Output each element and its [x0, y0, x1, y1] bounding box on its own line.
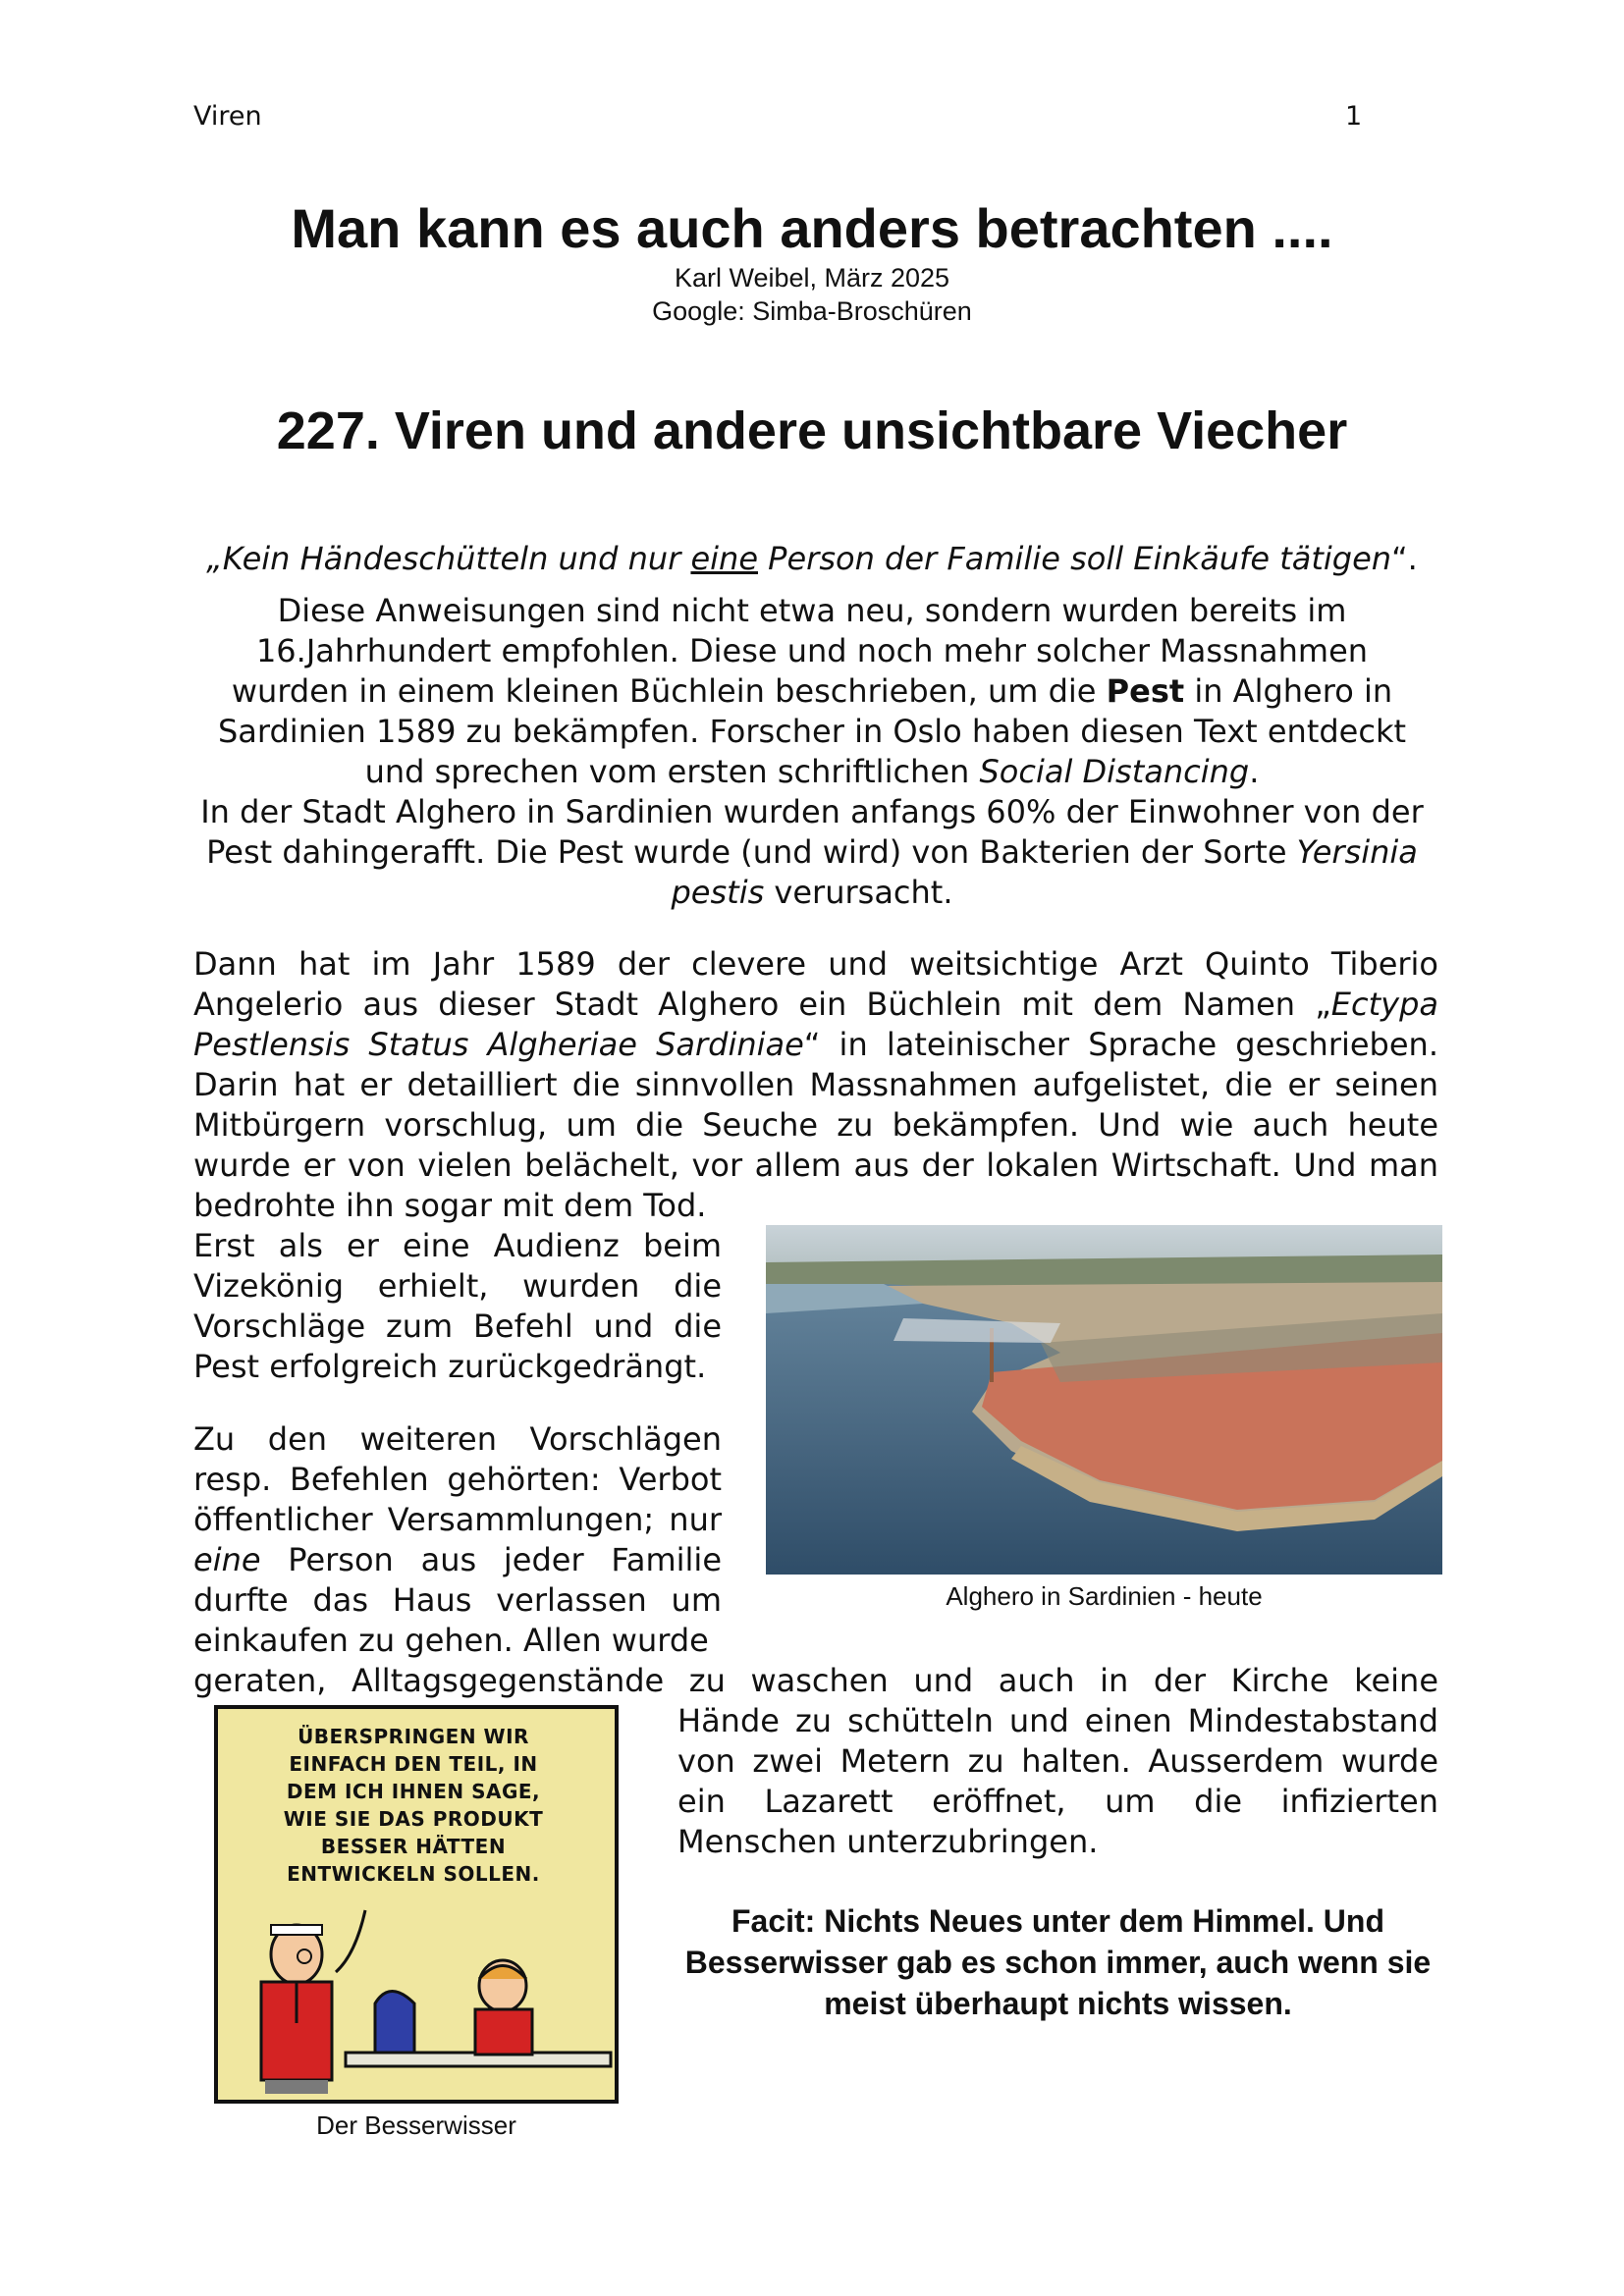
- opening-quote: [118, 540, 1506, 577]
- comic-line-4: WIE SIE DAS PRODUKT: [283, 1807, 544, 1831]
- intro-p1-italic: Social Distancing: [979, 753, 1250, 790]
- body-p3-last: bedrohte ihn sogar mit dem Tod.: [193, 1187, 707, 1224]
- intro-p2-text: In der Stadt Alghero in Sardinien wurden anfangs 60% der Einwohner von der Pest dahingerafft. Die Pest wurde (und wird) von Bakterien der Sorte: [200, 793, 1424, 871]
- body-p5-text: Zu den weiteren Vorschlägen resp. Befehlen gehörten: Verbot öffentlicher Versammlungen; nur: [193, 1420, 722, 1538]
- intro-p2-text2: verursacht.: [764, 874, 953, 911]
- facit-conclusion: Facit: Nichts Neues unter dem Himmel. Und Besserwisser gab es schon immer, auch wenn sie meist überhaupt nichts wissen.: [684, 1903, 1432, 2021]
- body-p4: Erst als er eine Audienz beim Vizekönig erhielt, wurden die Vorschläge zum Befehl und die Pest erfolgreich zurückgedrängt.: [193, 1227, 722, 1385]
- body-paragraph-2: [193, 1226, 722, 1387]
- body-p3-text2: “ in lateinischer Sprache geschrieben. Darin hat er detailliert die sinnvollen Massnahmen aufgelistet, die er seinen Mitbürgern vorschlug, um die Seuche zu bekämpfen. Und wie auch heute wurde er von vielen belächelt, vor allem aus der lokalen Wirtschaft. Und man: [193, 1026, 1439, 1184]
- intro-p1-end: .: [1249, 753, 1260, 790]
- source-line: Google: Simba-Broschüren: [652, 296, 972, 326]
- body-paragraph-1: [193, 944, 1438, 1226]
- body-paragraph-3-cont: [677, 1701, 1438, 1862]
- body-p3-italic: Ectypa Pestlensis Status Algheriae Sardiniae: [193, 986, 1438, 1063]
- body-p5-italic: eine: [193, 1541, 261, 1578]
- body-p5-cont: Hände zu schütteln und einen Mindestabstand von zwei Metern zu halten. Ausserdem wurde ein Lazarett eröffnet, um die infizierten Menschen unterzubringen.: [677, 1702, 1438, 1860]
- body-p3-text: Dann hat im Jahr 1589 der clevere und weitsichtige Arzt Quinto Tiberio Angelerio aus dieser Stadt Alghero ein Büchlein mit dem Namen „: [193, 945, 1438, 1023]
- intro-p1-bold: Pest: [1106, 672, 1185, 710]
- intro-p1-text: Diese Anweisungen sind nicht etwa neu, sondern wurden bereits im 16.Jahrhundert empfohlen. Diese und noch mehr solcher Massnahmen wurden in einem kleinen Büchlein beschrieben, um die: [231, 592, 1369, 710]
- comic-line-1: ÜBERSPRINGEN WIR: [298, 1725, 529, 1748]
- body-p5: [193, 1419, 722, 1661]
- chapter-title: 227. Viren und andere unsichtbare Viecher: [276, 401, 1348, 460]
- author-line: Karl Weibel, März 2025: [674, 263, 950, 293]
- intro-p1-text2: in Alghero in Sardinien 1589 zu bekämpfen. Forscher in Oslo haben diesen Text entdeckt und sprechen vom ersten schriftlichen: [217, 672, 1407, 790]
- quote-open: „: [206, 540, 223, 577]
- body-paragraph-3: [193, 1419, 722, 1661]
- quote-underlined: eine: [690, 540, 758, 577]
- intro-paragraph: [196, 591, 1428, 913]
- comic-caption: Der Besserwisser: [316, 2110, 516, 2140]
- intro-p2-italic: Yersinia pestis: [671, 833, 1418, 911]
- quote-part2: Person der Familie soll Einkäufe tätigen: [758, 540, 1392, 577]
- body-p5-text2: Person aus jeder Familie durfte das Haus verlassen um einkaufen zu gehen. Allen wurde: [193, 1541, 722, 1659]
- comic-line-2: EINFACH DEN TEIL, IN: [289, 1752, 538, 1776]
- document-title: Man kann es auch anders betrachten ....: [291, 197, 1333, 259]
- intro-p1: [196, 591, 1428, 792]
- body-p5-fullwidth-line: geraten, Alltagsgegenstände zu waschen und auch in der Kirche keine: [193, 1662, 1438, 1699]
- comic-line-5: BESSER HÄTTEN: [320, 1835, 507, 1858]
- quote-close: “.: [1391, 540, 1418, 577]
- comic-drawing: [218, 1709, 615, 2100]
- alghero-aerial-photo: [766, 1225, 1442, 1575]
- photo-caption: Alghero in Sardinien - heute: [946, 1581, 1263, 1611]
- quote-part1: Kein Händeschütteln und nur: [222, 540, 691, 577]
- comic-line-3: DEM ICH IHNEN SAGE,: [286, 1780, 541, 1803]
- running-header-title: Viren: [193, 101, 262, 132]
- body-p3: [193, 944, 1438, 1186]
- page-number: 1: [1345, 101, 1363, 132]
- intro-p2: [196, 792, 1428, 913]
- alghero-photo-image: [766, 1225, 1442, 1575]
- dilbert-comic: [214, 1705, 619, 2104]
- comic-line-6: ENTWICKELN SOLLEN.: [287, 1862, 540, 1886]
